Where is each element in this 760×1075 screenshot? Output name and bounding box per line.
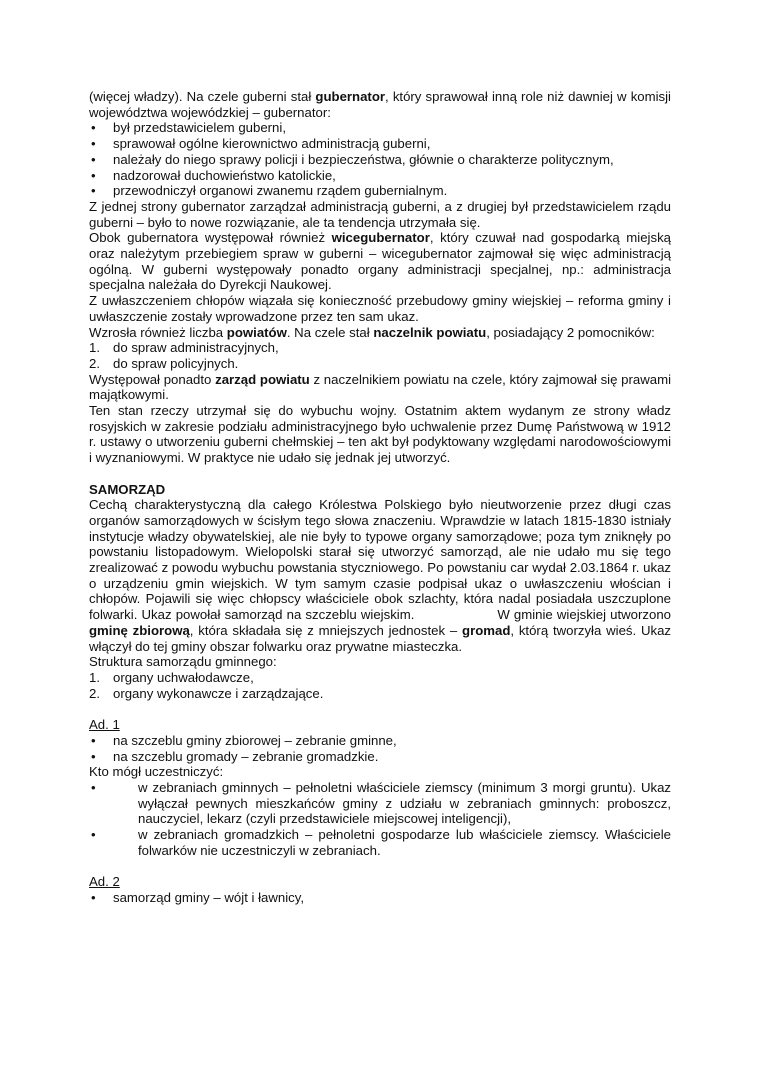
paragraph-gubernator: (więcej władzy). Na czele guberni stał gubernator, który sprawował inną role niż dawniej w komisji województwa wojewódzkiej – gubernator: [89, 89, 671, 120]
paragraph: Struktura samorządu gminnego: [89, 654, 277, 670]
subheading-ad1: Ad. 1 [89, 717, 120, 733]
list-item: • w zebraniach gminnych – pełnoletni właściciele ziemscy (minimum 3 morgi gruntu). Ukaz wyłączał pewnych mieszkańców gminy z udziału w zebraniach gminnych: proboszcz, nauczyciel, lekarz (czyli przedstawiciele miejscowej inteligencji), [89, 780, 671, 827]
document-page [89, 89, 671, 906]
list-item: • na szczeblu gromady – zebranie gromadzkie. [89, 749, 671, 765]
list-item: • był przedstawicielem guberni, [89, 120, 671, 136]
helpers-list [89, 340, 671, 371]
ad2-list [89, 890, 671, 906]
list-item: • przewodniczył organowi zwanemu rządem gubernialnym. [89, 183, 671, 199]
list-item: • nadzorował duchowieństwo katolickie, [89, 168, 671, 184]
subheading-ad2: Ad. 2 [89, 874, 120, 890]
section-heading-samorzad: SAMORZĄD [89, 481, 166, 497]
paragraph: Kto mógł uczestniczyć: [89, 764, 224, 780]
paragraph: Ten stan rzeczy utrzymał się do wybuchu wojny. Ostatnim aktem wydanym ze strony władz rosyjskich w zakresie podziału administracyjnego było uchwalenie przez Dumę Państwową w 1912 r. ustawy o utworzeniu guberni chełmskiej – ten akt był podyktowany względami narodowościowymi i wyznaniowymi. W praktyce nie udało się jednak jej utworzyć. [89, 403, 671, 466]
paragraph-samorzad: Cechą charakterystyczną dla całego Królestwa Polskiego było nieutworzenie przez długi czas organów samorządowych w ścisłym tego słowa znaczeniu. Wprawdzie w latach 1815-1830 istniały instytucje władzy obywatelskiej, ale nie były to typowe organy samorządowe; poza tym zniknęły po powstaniu listopadowym. Wielopolski starał się utworzyć samorząd, ale nie udało mu się tego zrealizować z powodu wybuchu powstania styczniowego. Po powstaniu car wydał 2.03.1864 r. ukaz o urządzeniu gmin wiejskich. W tym samym czasie podpisał ukaz o uwłaszczeniu włościan i chłopów. Pojawili się więc chłopscy właściciele obok szlachty, która nadal posiadała uszczuplone folwarki. Ukaz powołał samorząd na szczeblu wiejskim. W gminie wiejskiej utworzono gminę zbiorową, która składała się z mniejszych jednostek – gromad, którą tworzyła wieś. Ukaz włączył do tej gminy obszar folwarku oraz prywatne miasteczka. [89, 497, 672, 654]
paragraph: Z uwłaszczeniem chłopów wiązała się konieczność przebudowy gminy wiejskiej – reforma gminy i uwłaszczenie zostały wprowadzone przez ten sam ukaz. [89, 293, 671, 324]
participants-list [89, 780, 671, 859]
list-item: • na szczeblu gminy zbiorowej – zebranie gminne, [89, 733, 671, 749]
paragraph: Z jednej strony gubernator zarządzał administracją guberni, a z drugiej był przedstawicielem rządu guberni – było to nowe rozwiązanie, ale ta tendencja utrzymała się. [89, 198, 671, 230]
list-item: • samorząd gminy – wójt i ławnicy, [89, 890, 671, 906]
paragraph-wicegubernator: Obok gubernatora występował również wicegubernator, który czuwał nad gospodarką miejską oraz należytym przebiegiem spraw w guberni – wicegubernator zajmował się więc administracją ogólną. W guberni występowały ponadto organy administracji specjalnej, np.: administracja specjalna należała do Dyrekcji Naukowej. [89, 230, 671, 293]
list-item: 2. organy wykonawcze i zarządzające. [89, 685, 324, 701]
list-item: • należały do niego sprawy policji i bezpieczeństwa, głównie o charakterze politycznym, [89, 152, 671, 168]
list-item: 1. do spraw administracyjnych, [89, 340, 279, 356]
structure-list [89, 670, 671, 701]
paragraph-powiaty: Wzrosła również liczba powiatów. Na czele stał naczelnik powiatu, posiadający 2 pomocników: [89, 324, 655, 340]
list-item: 1. organy uchwałodawcze, [89, 670, 254, 685]
ad1-list [89, 733, 671, 764]
list-item: 2. do spraw policyjnych. [89, 355, 239, 371]
list-item: • w zebraniach gromadzkich – pełnoletni gospodarze lub właściciele ziemscy. Właściciele folwarków nie uczestniczyli w zebraniach. [89, 827, 671, 858]
paragraph-zarzad-powiatu: Występował ponadto zarząd powiatu z naczelnikiem powiatu na czele, który zajmował się prawami majątkowymi. [89, 371, 671, 403]
list-item: • sprawował ogólne kierownictwo administracją guberni, [89, 136, 671, 152]
gubernator-duties-list [89, 120, 671, 199]
